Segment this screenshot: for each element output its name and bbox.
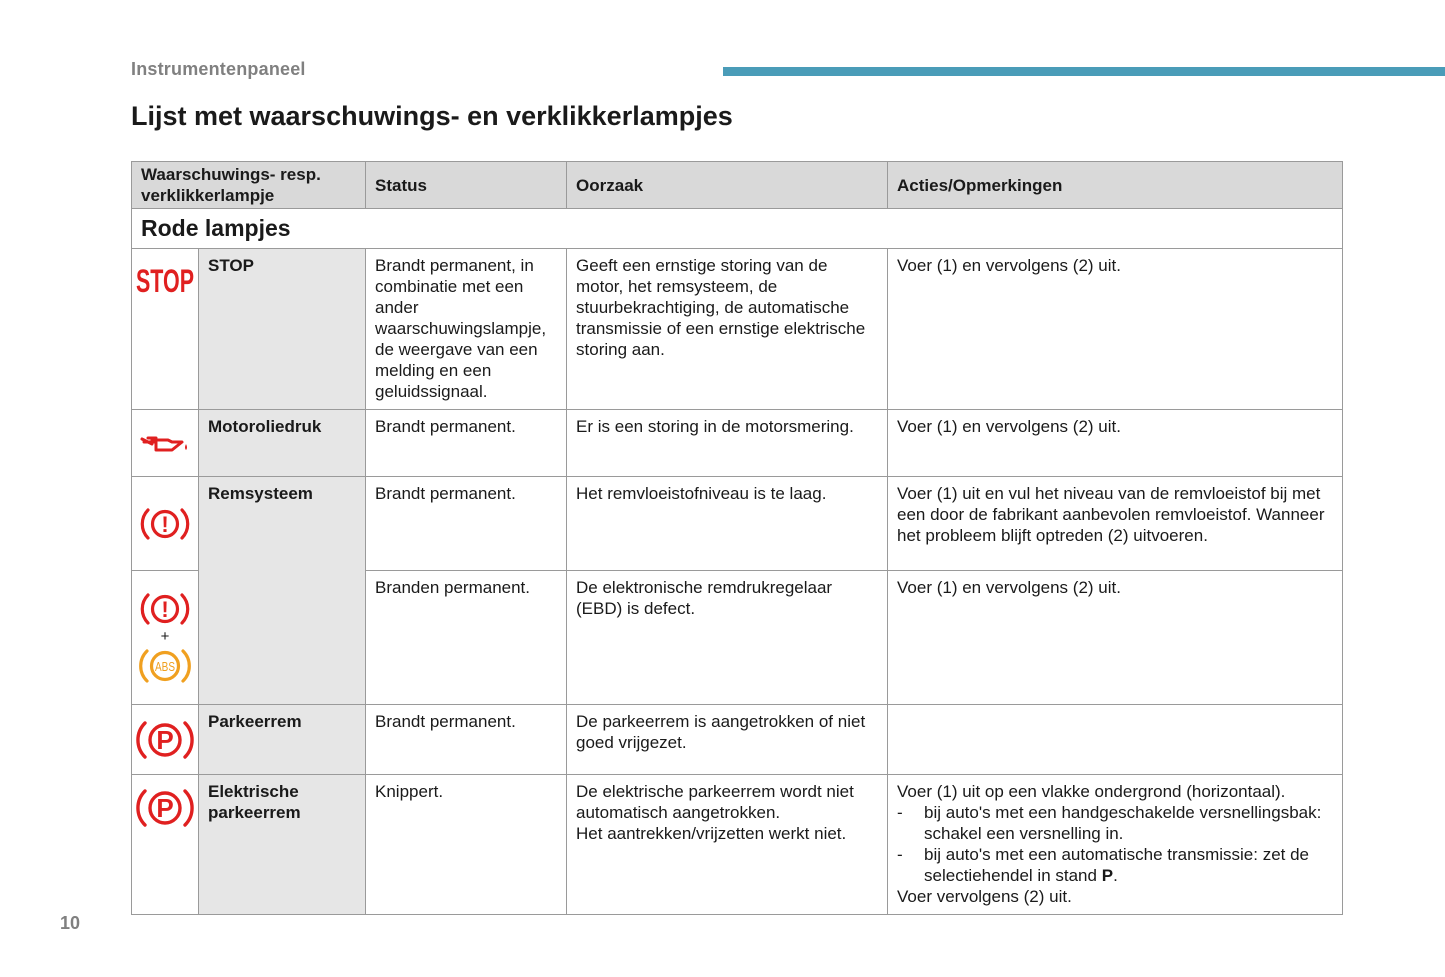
column-header-status: Status [366, 162, 567, 209]
oil-icon-cell [132, 410, 199, 477]
lamp-name: Parkeerrem [199, 705, 366, 775]
brake-icon-cell [132, 477, 199, 571]
list-dash: - [897, 803, 903, 822]
list-dash: - [897, 845, 903, 864]
lamp-name: Motoroliedruk [199, 410, 366, 477]
lamp-cause: Het remvloeistofniveau is te laag. [567, 477, 888, 571]
lamp-status: Branden permanent. [366, 571, 567, 705]
parking-icon-text: P [156, 724, 174, 755]
lamp-cause: Er is een storing in de motorsmering. [567, 410, 888, 477]
lamp-status: Brandt permanent, in combinatie met een ander waarschuwingslampje, de weergave van een melding en een geluidssignaal. [366, 249, 567, 410]
section-heading: Rode lampjes [132, 209, 1343, 249]
cause-line: De elektrische parkeerrem wordt niet automatisch aangetrokken. [576, 782, 854, 822]
lamp-status: Brandt permanent. [366, 477, 567, 571]
parking-icon-cell [132, 705, 199, 775]
warning-lamps-table [131, 161, 1343, 915]
abs-icon-text: ABS [155, 658, 176, 674]
brake-icon-text: ! [161, 596, 169, 622]
section-row [132, 209, 1343, 249]
table-row [132, 477, 1343, 571]
electric-parking-icon-cell [132, 775, 199, 915]
lamp-status: Brandt permanent. [366, 705, 567, 775]
lamp-name: Elektrische parkeerrem [199, 775, 366, 915]
table-row [132, 410, 1343, 477]
lamp-actions [888, 705, 1343, 775]
brake-system-icon [140, 504, 190, 544]
table-header-row [132, 162, 1343, 209]
lamp-actions: Voer (1) en vervolgens (2) uit. [888, 410, 1343, 477]
table-row [132, 775, 1343, 915]
lamp-actions: Voer (1) en vervolgens (2) uit. [888, 571, 1343, 705]
page-number: 10 [60, 913, 81, 933]
electric-parking-icon-text: P [156, 793, 174, 823]
page-title: Lijst met waarschuwings- en verklikkerlampjes [131, 101, 733, 131]
lamp-actions: Voer (1) uit en vul het niveau van de remvloeistof bij met een door de fabrikant aanbevolen remvloeistof. Wanneer het probleem blijft optreden (2) uitvoeren. [888, 477, 1343, 571]
list-item-end: . [1113, 866, 1118, 885]
table-row [132, 705, 1343, 775]
lamp-cause [567, 775, 888, 915]
list-item-text: bij auto's met een handgeschakelde versnellingsbak: schakel een versnelling in. [924, 803, 1322, 843]
lamp-actions: Voer (1) en vervolgens (2) uit. [888, 249, 1343, 410]
lamp-name: STOP [199, 249, 366, 410]
section-label: Instrumentenpaneel [131, 59, 306, 79]
stop-icon-cell [132, 249, 199, 410]
actions-intro: Voer (1) uit op een vlakke ondergrond (horizontaal). [897, 782, 1286, 801]
list-item-text: bij auto's met een automatische transmissie: zet de selectiehendel in stand [924, 845, 1310, 885]
lamp-cause: De parkeerrem is aangetrokken of niet goed vrijgezet. [567, 705, 888, 775]
oil-pressure-icon [138, 428, 192, 458]
brake-icon-text: ! [161, 511, 169, 537]
column-header-lamp: Waarschuwings- resp. verklikkerlampje [132, 162, 366, 209]
abs-icon [138, 645, 192, 687]
lamp-cause: Geeft een ernstige storing van de motor, het remsysteem, de stuurbekrachtiging, de automatische transmissie of een ernstige elektrische storing aan. [567, 249, 888, 410]
actions-outro: Voer vervolgens (2) uit. [897, 887, 1072, 906]
lamp-status: Brandt permanent. [366, 410, 567, 477]
table-row [132, 249, 1343, 410]
plus-sign: + [160, 627, 170, 645]
list-item-text-wrap [924, 844, 1333, 886]
stop-warning-icon [135, 263, 195, 297]
header-accent-bar [723, 67, 1445, 76]
brake-system-icon [140, 589, 190, 629]
cause-line: Het aantrekken/vrijzetten werkt niet. [576, 824, 847, 843]
electric-parking-brake-icon [136, 785, 194, 831]
lamp-actions [888, 775, 1343, 915]
column-header-cause: Oorzaak [567, 162, 888, 209]
gear-position-p: P [1101, 866, 1114, 885]
column-header-actions: Acties/Opmerkingen [888, 162, 1343, 209]
actions-list-item [897, 844, 1333, 886]
actions-list-item [897, 802, 1333, 844]
lamp-cause: De elektronische remdrukregelaar (EBD) is defect. [567, 571, 888, 705]
brake-abs-icon-cell [132, 571, 199, 705]
lamp-status: Knippert. [366, 775, 567, 915]
lamp-name: Remsysteem [199, 477, 366, 705]
parking-brake-icon [136, 717, 194, 763]
stop-icon-text: STOP [136, 263, 194, 299]
